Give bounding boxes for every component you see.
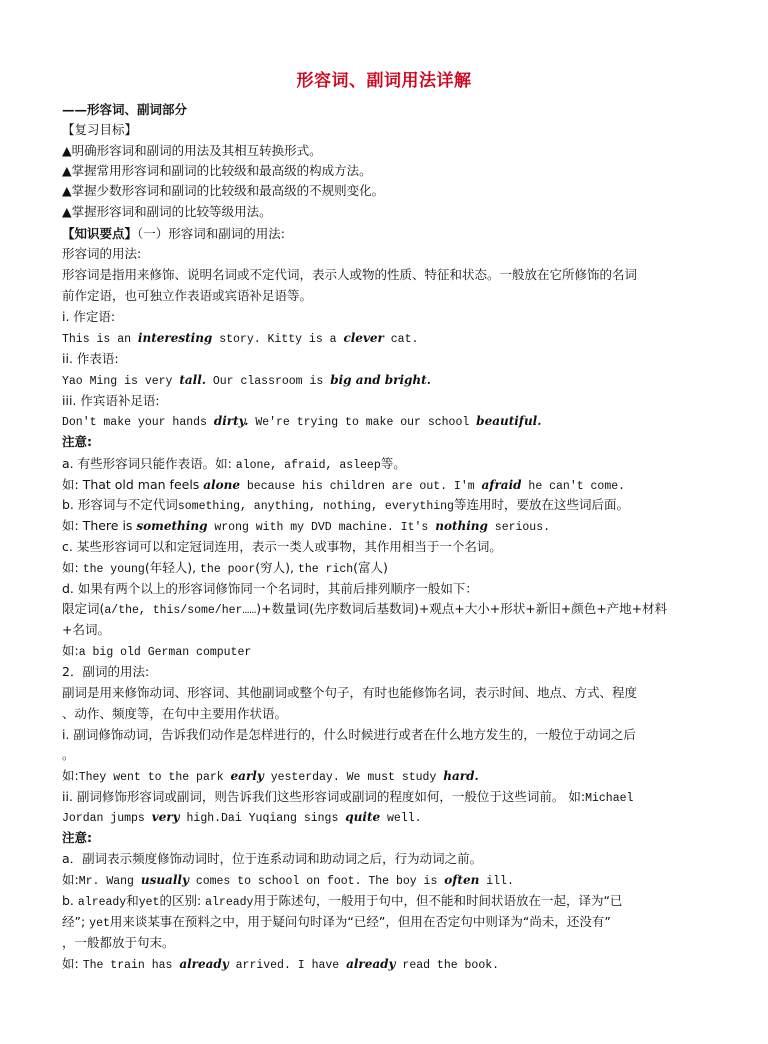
note-text: 的区别: [159,893,206,908]
notes-label: 注意: [62,434,92,449]
adv-definition-line: 副词是用来修饰动词、形容词、其他副词或整个句子，有时也能修饰名词，表示时间、地点、方式、程度 [62,685,638,700]
example-text: he can't come. [521,480,626,493]
example-text: story. Kitty is a [212,333,344,346]
note-text: already [205,896,254,909]
review-goal-item: ▲明确形容词和副词的用法及其相互转换形式。 [62,143,322,158]
example-text: cat. [383,333,419,346]
example-sentence [62,371,712,391]
emphasis-word: quite [345,810,381,824]
adv-heading: 2．副词的用法: [62,664,150,679]
adv-rule-line: 。 [62,747,75,762]
note-text: 用于陈述句，一般用于句中，但不能和时间状语放在一起，译为“已 [253,893,623,908]
emphasis-word: afraid [481,478,522,492]
note-text: )+数量词(先序数词后基数词)+观点+大小+形状+新旧+颜色+产地+材料 [256,601,668,616]
note-text: b. [62,893,78,908]
example-text: comes to school on foot. The boy is [188,875,445,888]
emphasis-word: usually [140,873,189,887]
note-text: 和 [126,893,139,908]
note-text: yet [138,896,160,909]
example-text: 如: There is [62,518,137,533]
review-goal-item: ▲掌握常用形容词和副词的比较级和最高级的构成方法。 [62,163,372,178]
emphasis-word: often [444,873,480,887]
emphasis-word: hard. [443,769,479,783]
example-text: 如: [62,643,79,658]
note-line [62,600,712,620]
note-line [62,913,712,933]
note-line: d. 如果有两个以上的形容词修饰同一个名词时，其前后排列顺序一般如下： [62,581,478,596]
review-goals-label: 【复习目标】 [62,122,138,137]
example-text: ill. [479,875,514,888]
page-title: 形容词、副词用法详解 [296,71,472,91]
note-line: ，一般都放于句末。 [62,935,175,950]
example-text: The train has [82,959,180,972]
example-sentence [62,767,712,787]
example-text: 如: [62,768,79,783]
emphasis-word: already [179,957,229,971]
example-text: the young [82,563,145,576]
section-heading: ——形容词、副词部分 [62,102,188,117]
example-text: wrong with my DVD machine. It's [207,521,436,534]
emphasis-word: beautiful. [476,414,542,428]
note-text: a. 有些形容词只能作表语。如: [62,456,236,471]
emphasis-word: tall. [179,373,206,387]
emphasis-word: nothing [435,519,488,533]
example-text: because his children are out. I'm [239,480,482,493]
notes-label: 注意: [62,830,92,845]
example-text: 如: That old man feels [62,477,204,492]
emphasis-word: dirty. [213,414,249,428]
adv-rule-line: i. 副词修饰动词，告诉我们动作是怎样进行的，什么时候进行或者在什么地方发生的，一般位于动词之后 [62,727,636,742]
adj-predicative-label: ii. 作表语: [62,351,119,366]
emphasis-word: something [136,519,208,533]
note-text: a/the, this/some/her…… [104,604,257,617]
example-text: Our classroom is [205,375,331,388]
knowledge-label: 【知识要点】 [62,226,138,241]
note-line: +名词。 [62,622,110,637]
example-sentence [62,955,712,975]
note-line: a．副词表示频度修饰动词时，位于连系动词和助动词之后，行为动词之前。 [62,851,483,866]
example-text: 如: [62,872,79,887]
emphasis-word: early [230,769,264,783]
example-text: Michael [585,792,634,805]
example-text: (穷人), [255,560,298,575]
knowledge-heading [62,225,712,243]
example-text: read the book. [395,959,500,972]
example-sentence [62,559,712,579]
example-text: Yao Ming is very [62,375,180,388]
example-sentence [62,517,712,537]
note-text: 限定词( [62,601,105,616]
note-text: yet [89,917,110,930]
example-text: serious. [487,521,551,534]
note-text: 等。 [380,456,406,471]
note-line: c. 某些形容词可以和定冠词连用，表示一类人或事物，其作用相当于一个名词。 [62,539,502,554]
example-text: 如: [62,956,83,971]
note-text: already [77,896,127,909]
example-text: (年轻人), [144,560,201,575]
emphasis-word: big and bright. [330,373,431,387]
example-text: the poor [200,563,256,576]
adj-definition-line: 前作定语，也可独立作表语或宾语补足语等。 [62,288,313,303]
adj-attributive-label: i. 作定语: [62,309,116,324]
rule-text: ii. 副词修饰形容词或副词，则告诉我们这些形容词或副词的程度如何，一般位于这些词前。 如: [62,789,586,804]
example-sentence [62,642,712,662]
emphasis-word: alone [203,478,240,492]
note-text: 经”; [62,914,90,929]
note-text: 等连用时，要放在这些词后面。 [453,497,629,512]
adj-complement-label: iii. 作宾语补足语: [62,393,160,408]
note-line [62,455,712,475]
example-text: well. [380,812,422,825]
example-text: high.Dai Yuqiang sings [179,812,346,825]
example-text: Jordan jumps [62,812,152,825]
adj-definition-line: 形容词是指用来修饰、说明名词或不定代词，表示人或物的性质、特征和状态。一般放在它所修饰的名词 [62,267,638,282]
example-sentence [62,329,712,349]
example-sentence [62,871,712,891]
example-text: (富人) [353,560,388,575]
example-text: 如: [62,560,83,575]
emphasis-word: already [346,957,396,971]
example-text: Mr. Wang [78,875,141,888]
example-text: We're trying to make our school [248,416,477,429]
emphasis-word: clever [343,331,384,345]
note-line [62,496,712,516]
example-text: This is an [62,333,138,346]
note-text: 用来谈某事在预料之中，用于疑问句时译为“已经”，但用在否定句中则译为“尚未，还没有” [109,914,611,929]
knowledge-subtitle: （一）形容词和副词的用法: [137,226,285,241]
example-text: yesterday. We must study [263,771,444,784]
review-goal-item: ▲掌握少数形容词和副词的比较级和最高级的不规则变化。 [62,183,385,198]
note-text: b. 形容词与不定代词 [62,497,178,512]
example-text: Don't make your hands [62,416,214,429]
adj-heading: 形容词的用法: [62,246,142,261]
example-text: a big old German computer [78,646,252,659]
example-sentence [62,476,712,496]
adv-definition-line: 、动作、频度等，在句中主要用作状语。 [62,706,288,721]
adv-rule-line [62,788,712,808]
example-text: They went to the park [78,771,231,784]
example-text: arrived. I have [228,959,347,972]
review-goal-item: ▲掌握形容词和副词的比较等级用法。 [62,204,272,219]
note-text: something, anything, nothing, everything [177,500,454,513]
emphasis-word: interesting [137,331,213,345]
emphasis-word: very [151,810,180,824]
example-text: the rich [297,563,354,576]
example-sentence [62,808,712,828]
example-sentence [62,412,712,432]
note-text: alone, afraid, asleep [235,459,381,472]
note-line [62,892,712,912]
